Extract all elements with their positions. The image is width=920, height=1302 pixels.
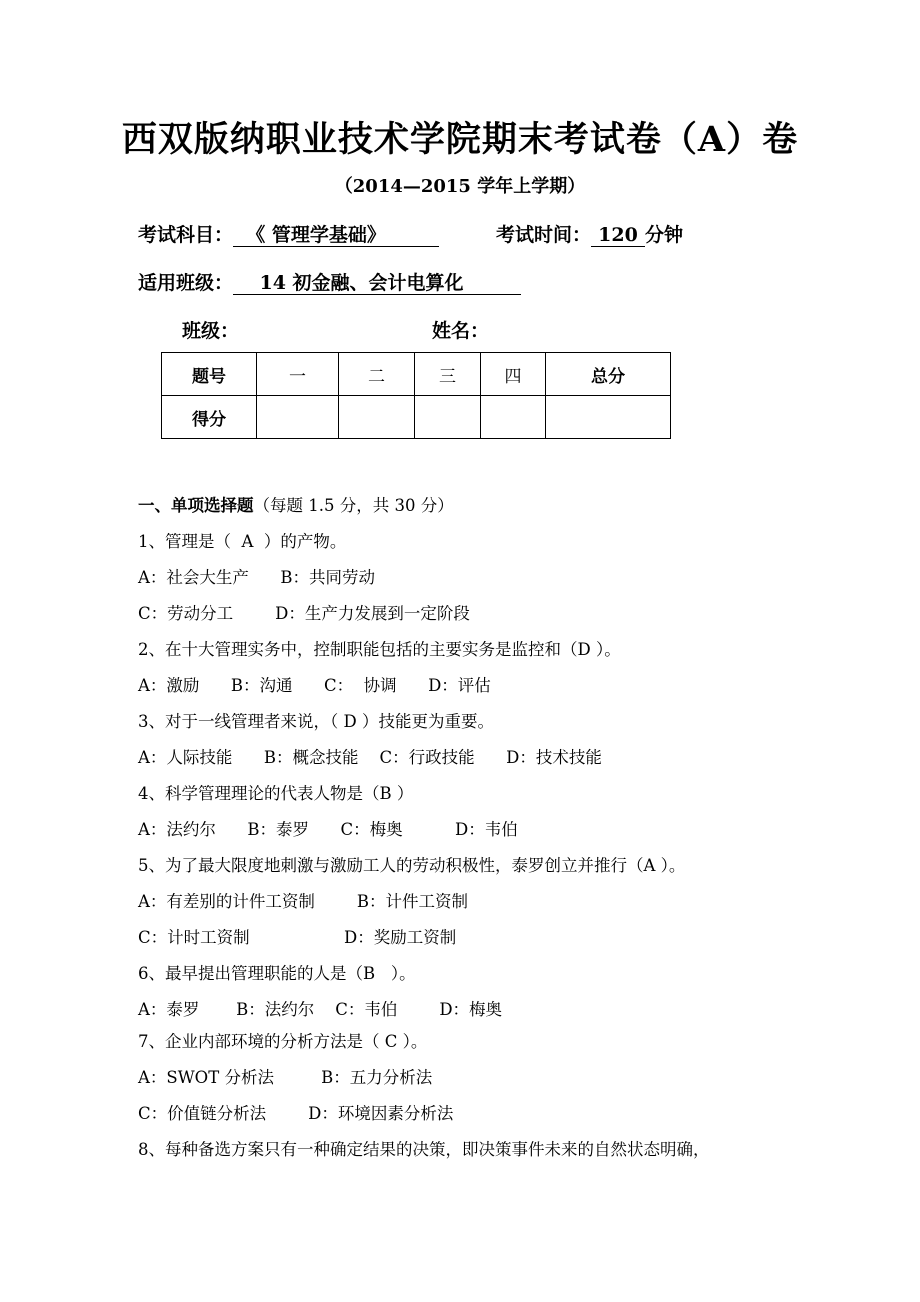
score-header-cell: 二 bbox=[339, 353, 415, 396]
option-line: C：价值链分析法 D：环境因素分析法 bbox=[138, 1104, 454, 1123]
subject-row bbox=[138, 220, 439, 247]
option-line: A：人际技能 B：概念技能 C：行政技能 D：技术技能 bbox=[138, 748, 602, 767]
score-header-cell: 题号 bbox=[162, 353, 257, 396]
time-row bbox=[496, 220, 683, 247]
score-table-header-row bbox=[162, 353, 671, 396]
score-table-score-row bbox=[162, 396, 671, 439]
question-line: 6、最早提出管理职能的人是（B ）。 bbox=[138, 964, 416, 983]
name-label: 姓名： bbox=[432, 320, 490, 342]
time-value: 120 bbox=[591, 224, 645, 247]
score-header-cell: 四 bbox=[481, 353, 546, 396]
score-cell bbox=[415, 396, 481, 439]
exam-title: 西双版纳职业技术学院期末考试卷（A）卷 bbox=[121, 119, 799, 160]
question-line: 2、在十大管理实务中，控制职能包括的主要实务是监控和（D ）。 bbox=[138, 640, 621, 659]
score-row-label: 得分 bbox=[162, 396, 257, 439]
question-line: 3、对于一线管理者来说，（ D ）技能更为重要。 bbox=[138, 712, 494, 731]
score-cell bbox=[257, 396, 339, 439]
academic-year: （2014—2015 学年上学期） bbox=[334, 176, 586, 197]
class-scope-row bbox=[138, 268, 521, 295]
question-line: 8、每种备选方案只有一种确定结果的决策，即决策事件未来的自然状态明确， bbox=[138, 1140, 710, 1159]
score-header-cell: 一 bbox=[257, 353, 339, 396]
option-line: A：激励 B：沟通 C： 协调 D：评估 bbox=[138, 676, 491, 695]
score-cell bbox=[546, 396, 671, 439]
option-line: C：计时工资制 D：奖励工资制 bbox=[138, 928, 457, 947]
class-scope-label: 适用班级： bbox=[138, 272, 234, 294]
score-table bbox=[161, 352, 671, 439]
option-line: A：有差别的计件工资制 B：计件工资制 bbox=[138, 892, 468, 911]
score-cell bbox=[481, 396, 546, 439]
section-note: （每题 1.5 分，共 30 分） bbox=[253, 496, 454, 515]
score-cell bbox=[339, 396, 415, 439]
time-unit: 分钟 bbox=[645, 224, 684, 246]
subject-label: 考试科目： bbox=[138, 224, 234, 246]
score-header-cell: 三 bbox=[415, 353, 481, 396]
option-line: A：SWOT 分析法 B：五力分析法 bbox=[138, 1068, 433, 1087]
subject-value: 《 管理学基础》 bbox=[233, 224, 439, 247]
question-line: 7、企业内部环境的分析方法是（ C ）。 bbox=[138, 1032, 428, 1051]
option-line: A：法约尔 B：泰罗 C：梅奥 D：韦伯 bbox=[138, 820, 518, 839]
class-label: 班级： bbox=[182, 320, 240, 342]
option-line: A：泰罗 B：法约尔 C：韦伯 D：梅奥 bbox=[138, 1000, 503, 1019]
question-line: 4、科学管理理论的代表人物是（B ） bbox=[138, 784, 414, 803]
question-line: 1、管理是（ A ）的产物。 bbox=[138, 532, 347, 551]
class-scope-value: 14 初金融、会计电算化 bbox=[233, 272, 521, 295]
section-heading bbox=[138, 496, 454, 516]
time-label: 考试时间： bbox=[496, 224, 592, 246]
score-header-cell: 总分 bbox=[546, 353, 671, 396]
question-line: 5、为了最大限度地刺激与激励工人的劳动积极性，泰罗创立并推行（A ）。 bbox=[138, 856, 686, 875]
option-line: C：劳动分工 D：生产力发展到一定阶段 bbox=[138, 604, 470, 623]
option-line: A：社会大生产 B：共同劳动 bbox=[138, 568, 376, 587]
section-title: 一、单项选择题 bbox=[138, 496, 254, 515]
